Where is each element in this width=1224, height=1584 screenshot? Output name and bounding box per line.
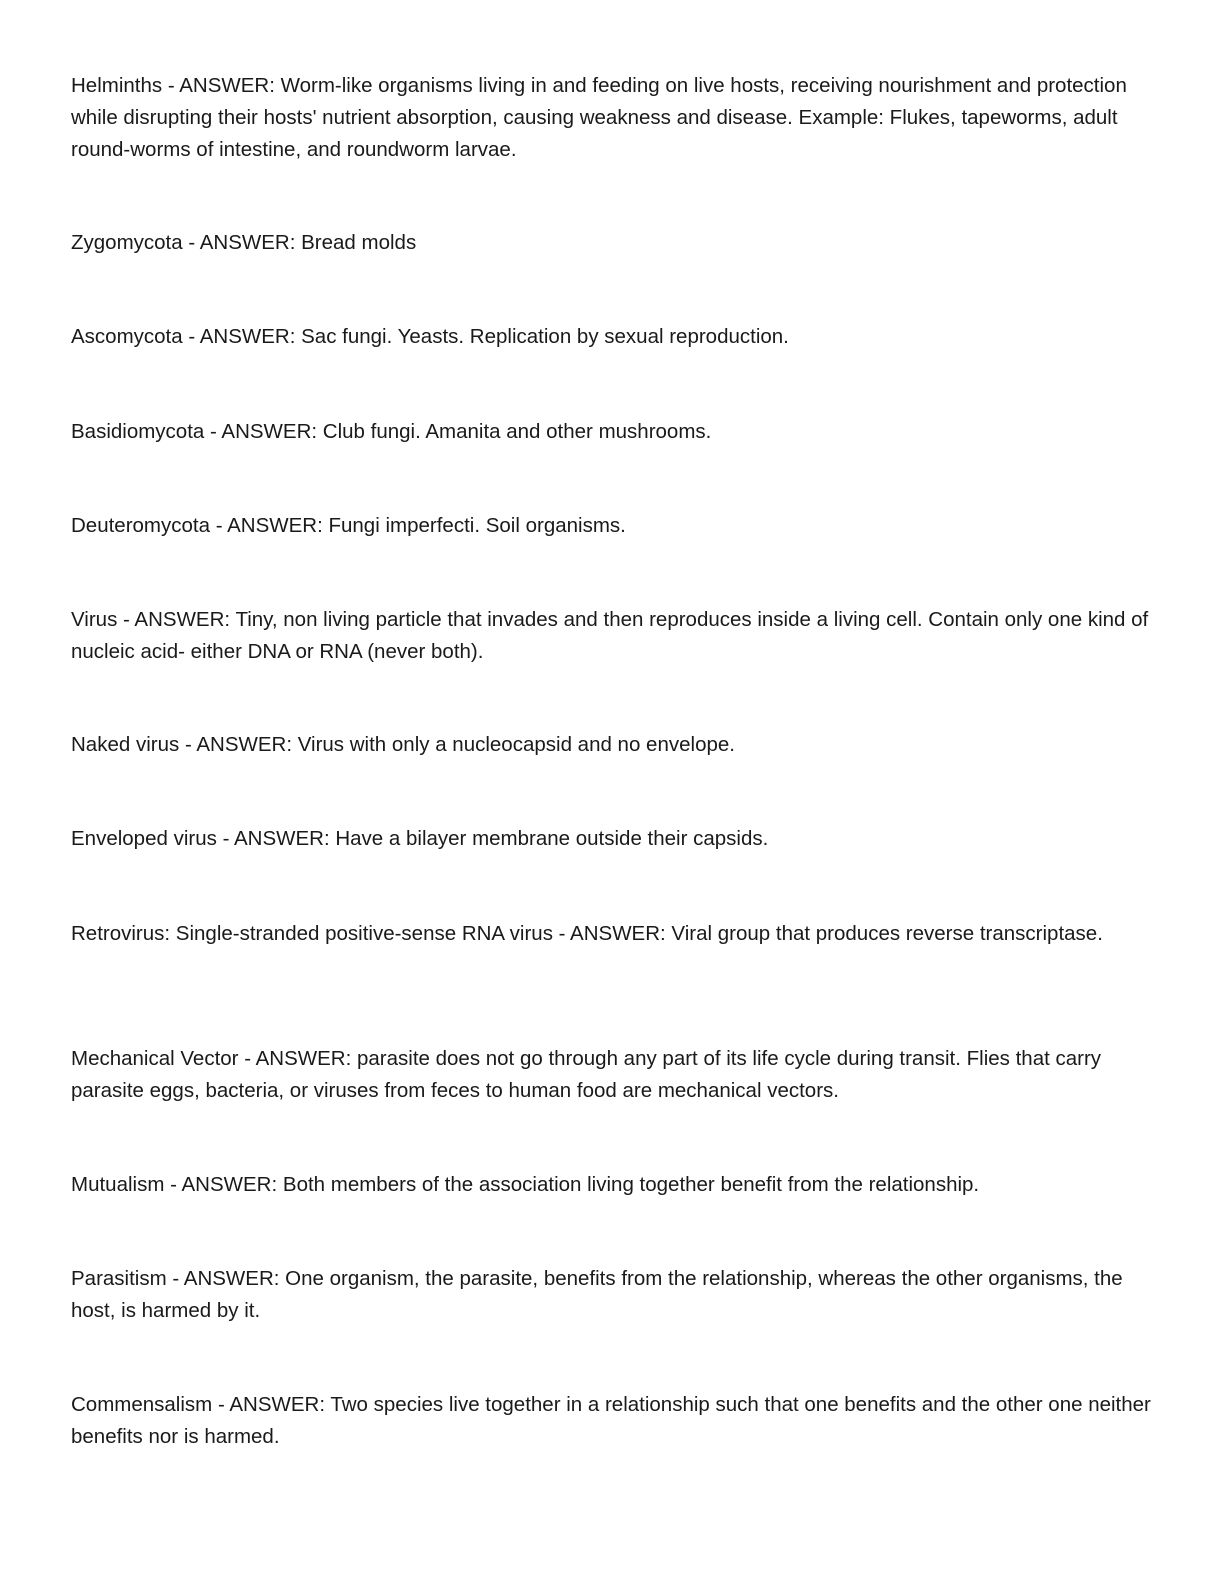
answer-separator: - ANSWER: <box>210 514 329 537</box>
answer-separator: - ANSWER: <box>117 608 236 631</box>
qa-entry-retrovirus <box>71 918 1151 950</box>
entry-answer: Fungi imperfecti. Soil organisms. <box>328 514 626 537</box>
entry-answer: One organism, the parasite, benefits from the relationship, whereas the other organisms, the host, is harmed by it. <box>71 1267 1123 1322</box>
answer-separator: - ANSWER: <box>552 922 672 945</box>
answer-separator: - ANSWER: <box>166 1267 286 1290</box>
entry-term: Retrovirus: Single-stranded positive-sense RNA virus <box>71 922 553 945</box>
entry-term: Basidiomycota <box>71 420 205 443</box>
qa-entry-mutualism <box>71 1169 1151 1201</box>
entry-term: Helminths <box>71 74 163 97</box>
entry-term: Deuteromycota <box>71 514 211 537</box>
answer-separator: - ANSWER: <box>162 74 281 97</box>
entry-answer: parasite does not go through any part of its life cycle during transit. Flies that carry parasite eggs, bacteria, or viruses from feces to human food are mechanical vectors. <box>71 1047 1102 1102</box>
entry-term: Commensalism <box>71 1393 213 1416</box>
entry-term: Virus <box>71 608 118 631</box>
entry-answer: Virus with only a nucleocapsid and no envelope. <box>297 733 735 756</box>
qa-entry-commensalism <box>71 1389 1151 1453</box>
answer-separator: - ANSWER: <box>212 1393 331 1416</box>
entry-answer: Tiny, non living particle that invades and then reproduces inside a living cell. Contain only one kind of nucleic acid- either DNA or RNA (never both). <box>71 608 1149 663</box>
entry-answer: Both members of the association living together benefit from the relationship. <box>282 1173 980 1196</box>
answer-separator: - ANSWER: <box>238 1047 357 1070</box>
entry-answer: Sac fungi. Yeasts. Replication by sexual reproduction. <box>301 325 789 348</box>
entry-answer: Two species live together in a relationship such that one benefits and the other one neither benefits nor is harmed. <box>71 1393 1151 1448</box>
entry-term: Mechanical Vector <box>71 1047 239 1070</box>
entry-term: Ascomycota <box>71 325 183 348</box>
entry-answer: Viral group that produces reverse transcriptase. <box>671 922 1103 945</box>
entry-term: Naked virus <box>71 733 180 756</box>
entry-term: Zygomycota <box>71 231 183 254</box>
qa-entry-enveloped-virus <box>71 823 1151 855</box>
qa-entry-zygomycota <box>71 227 1151 259</box>
entry-term: Mutualism <box>71 1173 165 1196</box>
answer-separator: - ANSWER: <box>179 733 298 756</box>
qa-entry-basidiomycota <box>71 416 1151 448</box>
qa-entry-parasitism <box>71 1263 1151 1327</box>
qa-entry-mechanical-vector <box>71 1043 1151 1107</box>
qa-entry-naked-virus <box>71 729 1151 761</box>
entry-answer: Club fungi. Amanita and other mushrooms. <box>322 420 712 443</box>
answer-separator: - ANSWER: <box>164 1173 283 1196</box>
qa-entry-deuteromycota <box>71 510 1151 542</box>
entry-term: Parasitism <box>71 1267 167 1290</box>
qa-entry-ascomycota <box>71 321 1151 353</box>
answer-separator: - ANSWER: <box>182 231 302 254</box>
entry-answer: Have a bilayer membrane outside their capsids. <box>335 827 769 850</box>
answer-separator: - ANSWER: <box>204 420 323 443</box>
entry-answer: Worm-like organisms living in and feeding on live hosts, receiving nourishment and protection while disrupting their hosts' nutrient absorption, causing weakness and disease. Example: Flukes, tapeworms, adult round-worms of intestine, and roundworm larvae. <box>71 74 1127 161</box>
qa-entry-helminths <box>71 70 1151 166</box>
answer-separator: - ANSWER: <box>216 827 336 850</box>
entry-term: Enveloped virus <box>71 827 217 850</box>
qa-entry-virus <box>71 604 1151 668</box>
answer-separator: - ANSWER: <box>182 325 302 348</box>
entry-answer: Bread molds <box>301 231 417 254</box>
